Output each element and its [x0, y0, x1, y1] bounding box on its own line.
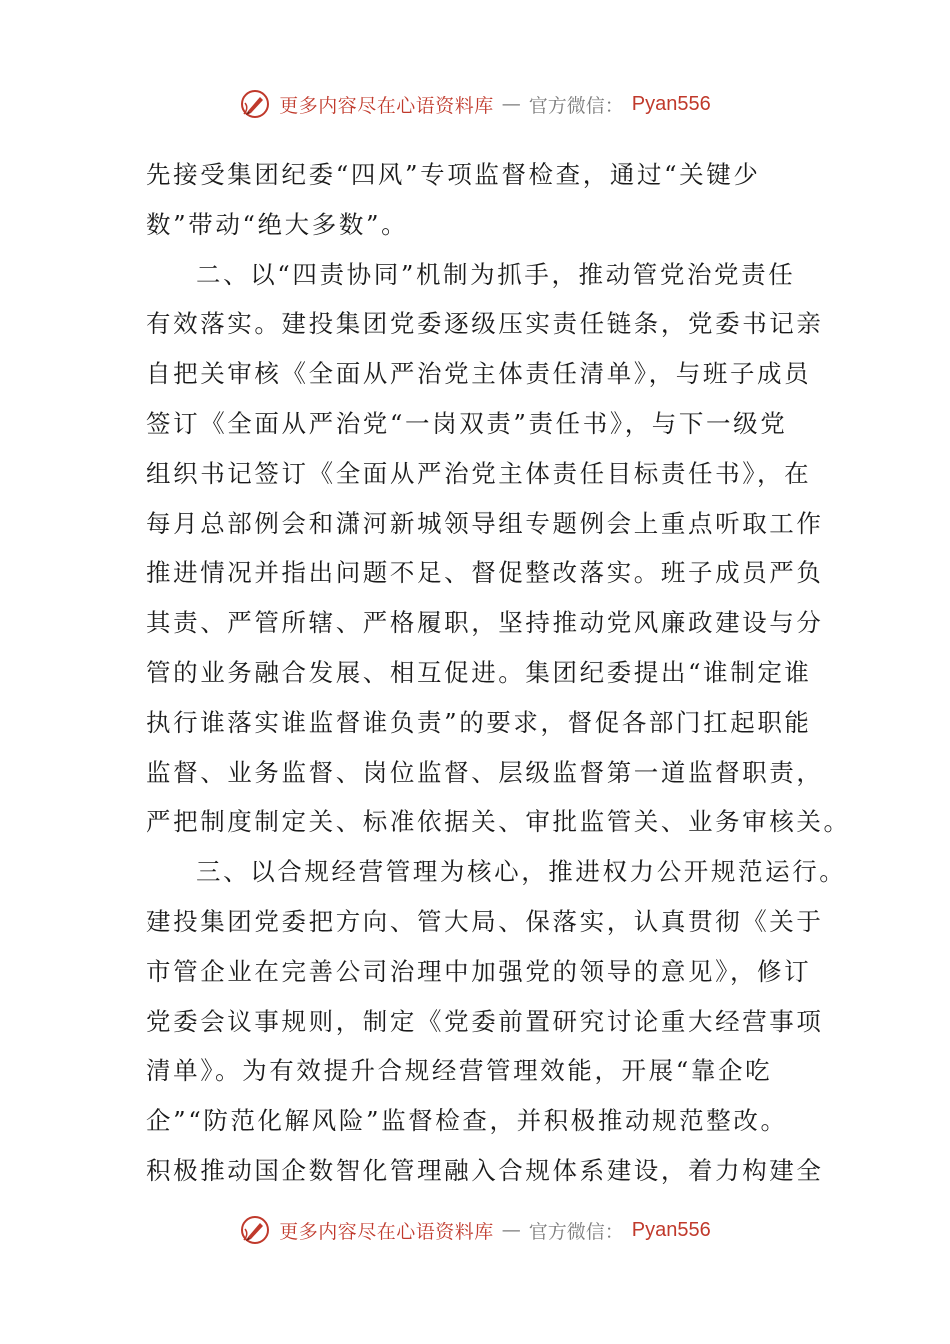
banner-wechat-id: Pyan556 — [631, 92, 711, 115]
banner-dash: — — [501, 93, 521, 115]
banner-site-text: 更多内容尽在心语资料库 — [279, 1220, 494, 1243]
text-line: 管的业务融合发展、相互促进。集团纪委提出“谁制定谁 — [146, 657, 812, 687]
document-body — [146, 150, 851, 1196]
text-line: 数”带动“绝大多数”。 — [146, 209, 409, 239]
pen-logo-icon — [239, 1214, 271, 1246]
text-line: 市管企业在完善公司治理中加强党的领导的意见》，修订 — [146, 956, 812, 986]
text-line: 企”“防范化解风险”监督检查，并积极推动规范整改。 — [146, 1106, 788, 1136]
banner-label: 官方微信： — [528, 94, 624, 117]
text-line: 有效落实。建投集团党委逐级压实责任链条，党委书记亲 — [146, 309, 824, 339]
banner-wechat-id: Pyan556 — [631, 1218, 711, 1241]
text-line: 先接受集团纪委“四风”专项监督检查，通过“关键少 — [146, 160, 761, 189]
text-line: 其责、严管所辖、严格履职，坚持推动党风廉政建设与分 — [146, 608, 824, 638]
text-line: 积极推动国企数智化管理融入合规体系建设，着力构建全 — [146, 1155, 824, 1185]
section-heading-line: 二、以“四责协同”机制为抓手，推动管党治党责任 — [196, 259, 796, 289]
text-line: 签订《全面从严治党“一岗双责”责任书》，与下一级党 — [146, 408, 788, 438]
text-line: 每月总部例会和潇河新城领导组专题例会上重点听取工作 — [146, 508, 824, 538]
text-line: 自把关审核《全面从严治党主体责任清单》，与班子成员 — [146, 359, 812, 389]
text-line: 清单》。为有效提升合规经营管理效能，开展“靠企吃 — [146, 1056, 773, 1086]
text-line: 建投集团党委把方向、管大局、保落实，认真贯彻《关于 — [146, 906, 824, 936]
banner-dash: — — [501, 1219, 521, 1241]
pen-logo-icon — [239, 88, 271, 120]
text-line: 执行谁落实谁监督谁负责”的要求，督促各部门扛起职能 — [146, 707, 812, 737]
section-heading-line: 三、以合规经营管理为核心，推进权力公开规范运行。 — [196, 857, 847, 887]
text-line: 推进情况并指出问题不足、督促整改落实。班子成员严负 — [146, 558, 824, 588]
banner-label: 官方微信： — [528, 1220, 624, 1243]
header-watermark-banner — [0, 84, 950, 124]
text-line: 监督、业务监督、岗位监督、层级监督第一道监督职责， — [146, 757, 824, 787]
text-line: 党委会议事规则，制定《党委前置研究讨论重大经营事项 — [146, 1006, 824, 1036]
footer-watermark-banner — [0, 1210, 950, 1250]
text-line: 组织书记签订《全面从严治党主体责任目标责任书》，在 — [146, 458, 812, 488]
banner-site-text: 更多内容尽在心语资料库 — [279, 94, 494, 117]
text-line: 严把制度制定关、标准依据关、审批监管关、业务审核关。 — [146, 807, 851, 837]
